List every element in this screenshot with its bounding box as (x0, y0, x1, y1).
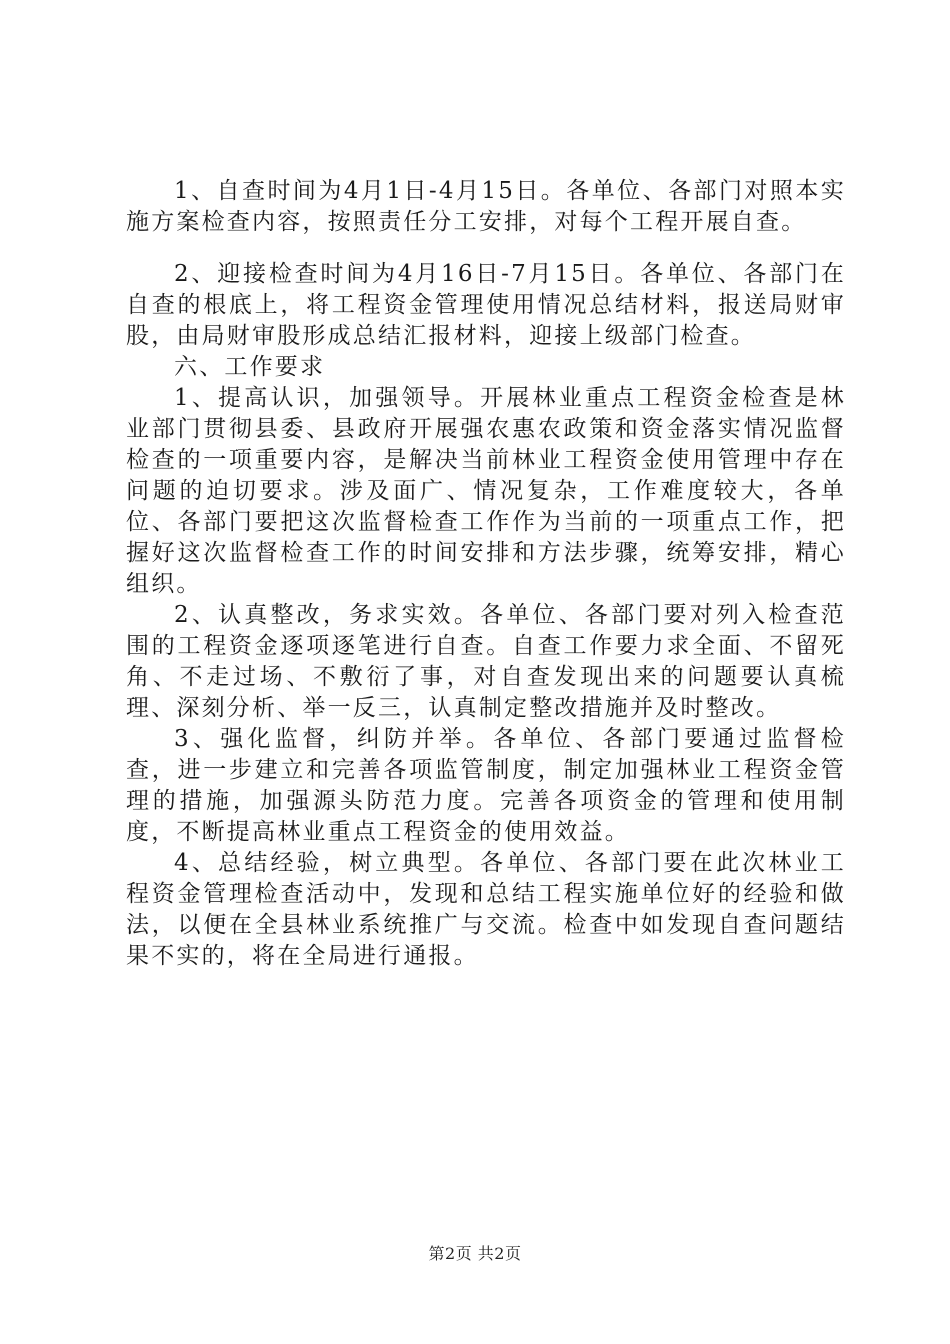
paragraph-self-check-time: 1、自查时间为4月1日-4月15日。各单位、各部门对照本实施方案检查内容，按照责任分工安排，对每个工程开展自查。 (126, 178, 846, 235)
document-body (126, 176, 846, 972)
section-heading-work-requirements: 六、工作要求 (174, 354, 326, 380)
paragraph-requirement-2: 2、认真整改，务求实效。各单位、各部门要对列入检查范围的工程资金逐项逐笔进行自查。自查工作要力求全面、不留死角、不走过场、不敷衍了事，对自查发现出来的问题要认真梳理、深刻分析、举一反三，认真制定整改措施并及时整改。 (126, 602, 846, 721)
page-number-footer: 第2页 共2页 (428, 1244, 522, 1263)
paragraph-requirement-3: 3、强化监督，纠防并举。各单位、各部门要通过监督检查，进一步建立和完善各项监管制度，制定加强林业工程资金管理的措施，加强源头防范力度。完善各项资金的管理和使用制度，不断提高林业重点工程资金的使用效益。 (126, 726, 846, 845)
paragraph-requirement-1: 1、提高认识，加强领导。开展林业重点工程资金检查是林业部门贯彻县委、县政府开展强农惠农政策和资金落实情况监督检查的一项重要内容，是解决当前林业工程资金使用管理中存在问题的迫切要求。涉及面广、情况复杂，工作难度较大，各单位、各部门要把这次监督检查工作作为当前的一项重点工作，把握好这次监督检查工作的时间安排和方法步骤，统筹安排，精心组织。 (126, 385, 846, 597)
paragraph-requirement-4: 4、总结经验，树立典型。各单位、各部门要在此次林业工程资金管理检查活动中，发现和总结工程实施单位好的经验和做法，以便在全县林业系统推广与交流。检查中如发现自查问题结果不实的，将在全局进行通报。 (126, 850, 846, 969)
paragraph-inspection-time: 2、迎接检查时间为4月16日-7月15日。各单位、各部门在自查的根底上，将工程资金管理使用情况总结材料，报送局财审股，由局财审股形成总结汇报材料，迎接上级部门检查。 (126, 261, 846, 349)
